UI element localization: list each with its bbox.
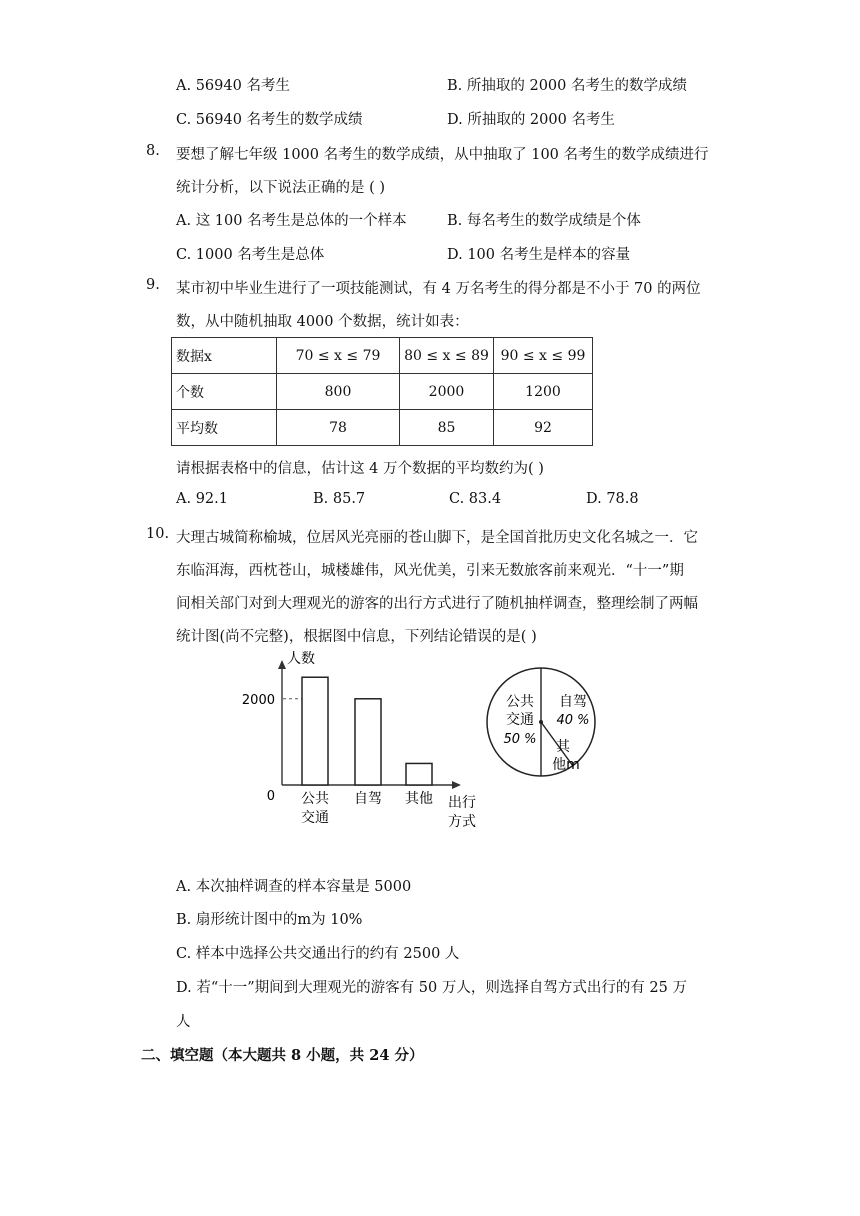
section-heading: 二、填空题（本大题共 8 小题，共 24 分） [141,1047,424,1064]
q8-option-a: A. 这 100 名考生是总体的一个样本 [176,213,407,229]
q10-option-d-continued: 人 [176,1014,191,1030]
table-cell: 800 [277,374,400,410]
y-axis-arrow [278,660,286,669]
q8-option-b: B. 每名考生的数学成绩是个体 [447,213,641,229]
table-cell: 78 [277,410,400,446]
pie-label-other-1: 其 [556,739,570,755]
table-cell: 70 ≤ x ≤ 79 [277,338,400,374]
q8-line-2: 统计分析，以下说法正确的是 ( ) [176,180,386,196]
q9-option-c: C. 83.4 [449,491,502,507]
bar-1 [355,699,381,785]
q9-option-a: A. 92.1 [176,491,228,507]
q10-option-b: B. 扇形统计图中的m为 10% [176,912,363,928]
q9-question: 请根据表格中的信息，估计这 4 万个数据的平均数约为( ) [176,461,544,477]
table-row [172,410,593,446]
bar-category-label: 公共 [301,791,329,807]
q10-option-d: D. 若“十一”期间到大理观光的游客有 50 万人，则选择自驾方式出行的有 25 万 [176,980,687,996]
table-cell: 1200 [494,374,593,410]
y-tick-label: 2000 [241,692,275,708]
q10-line-1: 大理古城简称榆城，位居风光亮丽的苍山脚下，是全国首批历史文化名城之一．它 [176,530,698,546]
charts-figure [230,645,630,840]
q9-line-2: 数，从中随机抽取 4000 个数据，统计如表： [176,314,469,330]
pie-label-public-2: 交通 [506,712,534,728]
q8-option-d: D. 100 名考生是样本的容量 [447,247,631,263]
q8-option-c: C. 1000 名考生是总体 [176,247,325,263]
q7-option-a: A. 56940 名考生 [176,78,290,94]
table-cell: 85 [400,410,494,446]
stats-table [171,337,593,446]
q10-line-3: 间相关部门对到大理观光的游客的出行方式进行了随机抽样调查，整理绘制了两幅 [176,596,698,612]
q7-option-b: B. 所抽取的 2000 名考生的数学成绩 [447,78,687,94]
table-cell: 数据x [172,338,277,374]
q10-line-2: 东临洱海，西枕苍山，城楼雄伟，风光优美，引来无数旅客前来观光．“十一”期 [176,563,684,579]
bar-2 [406,763,432,785]
q8-number: 8. [146,143,160,159]
table-row [172,338,593,374]
origin-label: 0 [266,789,275,804]
q10-option-a: A. 本次抽样调查的样本容量是 5000 [176,879,412,895]
q9-option-d: D. 78.8 [586,491,639,507]
table-cell: 平均数 [172,410,277,446]
q7-option-c: C. 56940 名考生的数学成绩 [176,112,363,128]
bar-labels-group [301,791,433,826]
pie-label-other-2: 他m [552,757,580,773]
q9-line-1: 某市初中毕业生进行了一项技能测试，有 4 万名考生的得分都是不小于 70 的两位 [176,281,701,297]
pie-label-public-3: 50 % [503,732,537,747]
bar-0 [302,677,328,785]
pie-center-dot [539,720,543,724]
q9-option-b: B. 85.7 [313,491,366,507]
q10-option-c: C. 样本中选择公共交通出行的约有 2500 人 [176,946,460,962]
pie-label-selfdrive-1: 自驾 [559,694,587,710]
table-cell: 2000 [400,374,494,410]
bar-category-label: 其他 [405,791,433,807]
q10-line-4: 统计图(尚不完整)，根据图中信息，下列结论错误的是( ) [176,629,537,645]
q7-option-d: D. 所抽取的 2000 名考生 [447,112,615,128]
pie-label-selfdrive-2: 40 % [556,713,590,728]
pie-label-public-1: 公共 [506,694,534,710]
y-axis-label: 人数 [287,651,315,667]
bar-category-label: 交通 [301,810,329,826]
table-cell: 90 ≤ x ≤ 99 [494,338,593,374]
bars-group [302,677,432,785]
x-axis-label-line-1: 出行 [448,795,476,811]
q9-number: 9. [146,277,160,293]
table-cell: 92 [494,410,593,446]
x-axis-label-line-2: 方式 [448,814,476,830]
table-cell: 80 ≤ x ≤ 89 [400,338,494,374]
table-cell: 个数 [172,374,277,410]
x-axis-arrow [452,781,461,789]
q8-line-1: 要想了解七年级 1000 名考生的数学成绩，从中抽取了 100 名考生的数学成绩进行 [176,147,709,163]
q10-number: 10. [146,526,170,542]
table-row [172,374,593,410]
bar-category-label: 自驾 [354,791,382,807]
